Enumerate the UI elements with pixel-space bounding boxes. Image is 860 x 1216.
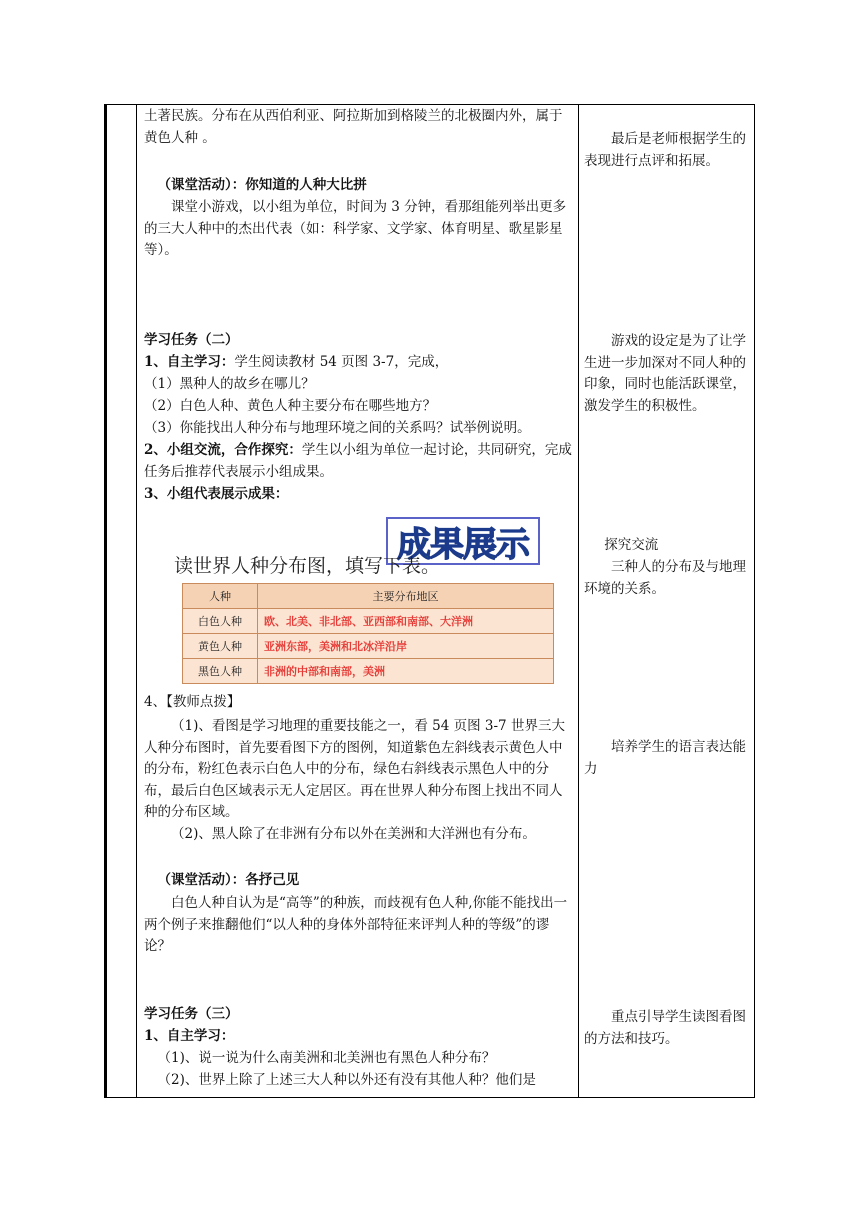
race-area: 亚洲东部，美洲和北冰洋沿岸 [258, 634, 554, 659]
activity1-title: （课堂活动）：你知道的人种大比拼 [157, 177, 367, 193]
task2-item3: 3、小组代表展示成果： [144, 486, 289, 502]
task2-item1-text: 学生阅读教材 54 页图 3-7，完成， [234, 354, 449, 370]
table-header-area: 主要分布地区 [258, 584, 554, 609]
teacher-tip-1: （1)、看图是学习地理的重要技能之一，看 54 页图 3-7 世界三大人种分布图时，首先要看图下方的图例，知道紫色左斜线表示黄色人中的分布，粉红色表示白色人中的分布，绿色右斜线表示黑色人中的分布，最后白色区域表示无人定居区。再在世界人种分布图上找出不同人种的分布区域。 [144, 718, 565, 820]
note-explore-body: 三种人的分布及与地理环境的关系。 [584, 559, 746, 597]
task2-item1 [144, 352, 574, 374]
table-caption: 读世界人种分布图，填写下表。 [174, 555, 441, 577]
task2-question-1: （1）黑种人的故乡在哪儿？ [144, 376, 315, 392]
task2-item2-label: 2、小组交流，合作探究： [144, 442, 302, 458]
note-explore-title: 探究交流 [604, 537, 659, 553]
race-area: 非洲的中部和南部，美洲 [258, 659, 554, 684]
table-row [183, 634, 554, 659]
task2-question-3: （3）你能找出人种分布与地理环境之间的关系吗？试举例说明。 [144, 420, 531, 436]
table-row [183, 659, 554, 684]
table-left-border [104, 105, 107, 1097]
teacher-tip-2: （2)、黑人除了在非洲有分布以外在美洲和大洋洲也有分布。 [171, 826, 536, 842]
table-left-inner-border [136, 105, 137, 1097]
race-name: 白色人种 [183, 609, 258, 634]
task3-question-2: （2)、世界上除了上述三大人种以外还有没有其他人种？他们是 [157, 1072, 536, 1088]
task2-title: 学习任务（二） [144, 332, 239, 348]
lesson-plan-table [104, 104, 755, 1098]
table-column-divider [578, 105, 579, 1097]
note-game-purpose: 游戏的设定是为了让学生进一步加深对不同人种的印象，同时也能活跃课堂，激发学生的积极性。 [584, 333, 746, 414]
race-name: 黄色人种 [183, 634, 258, 659]
race-name: 黑色人种 [183, 659, 258, 684]
result-banner-text: 成果展示 [397, 524, 529, 565]
activity2-body: 白色人种自认为是“高等”的种族，而歧视有色人种,你能不能找出一两个例子来推翻他们“以人种的身体外部特征来评判人种的等级”的谬论？ [144, 895, 568, 954]
task2-item2-text: 学生以小组为单位一起讨论，共同研究，完成任务后推荐代表展示小组成果。 [144, 442, 572, 480]
task3-title: 学习任务（三） [144, 1006, 239, 1022]
table-row [183, 609, 554, 634]
paragraph-intro: 土著民族。分布在从西伯利亚、阿拉斯加到格陵兰的北极圈内外，属于黄色人种 。 [144, 108, 563, 146]
note-language-skill: 培养学生的语言表达能力 [584, 739, 746, 777]
task3-question-1: （1)、说一说为什么南美洲和北美洲也有黑色人种分布？ [157, 1050, 496, 1066]
note-evaluation: 最后是老师根据学生的表现进行点评和拓展。 [584, 131, 746, 169]
table-header-row [183, 584, 554, 609]
task3-item1: 1、自主学习： [144, 1028, 235, 1044]
note-map-reading: 重点引导学生读图看图的方法和技巧。 [584, 1009, 746, 1047]
race-area: 欧、北美、非北部、亚西部和南部、大洋洲 [258, 609, 554, 634]
task2-question-2: （2）白色人种、黄色人种主要分布在哪些地方？ [144, 398, 437, 414]
task2-item2 [144, 440, 574, 483]
activity1-body: 课堂小游戏，以小组为单位，时间为 3 分钟，看那组能列举出更多的三大人种中的杰出代表（如：科学家、文学家、体育明星、歌星影星等）。 [144, 199, 567, 258]
race-distribution-table [182, 583, 554, 684]
table-header-race: 人种 [183, 584, 258, 609]
task2-item1-label: 1、自主学习： [144, 354, 235, 370]
teacher-tip-heading: 4、【教师点拨】 [144, 694, 241, 710]
table-right-border [754, 105, 755, 1097]
activity2-title: （课堂活动）：各抒己见 [157, 872, 300, 888]
